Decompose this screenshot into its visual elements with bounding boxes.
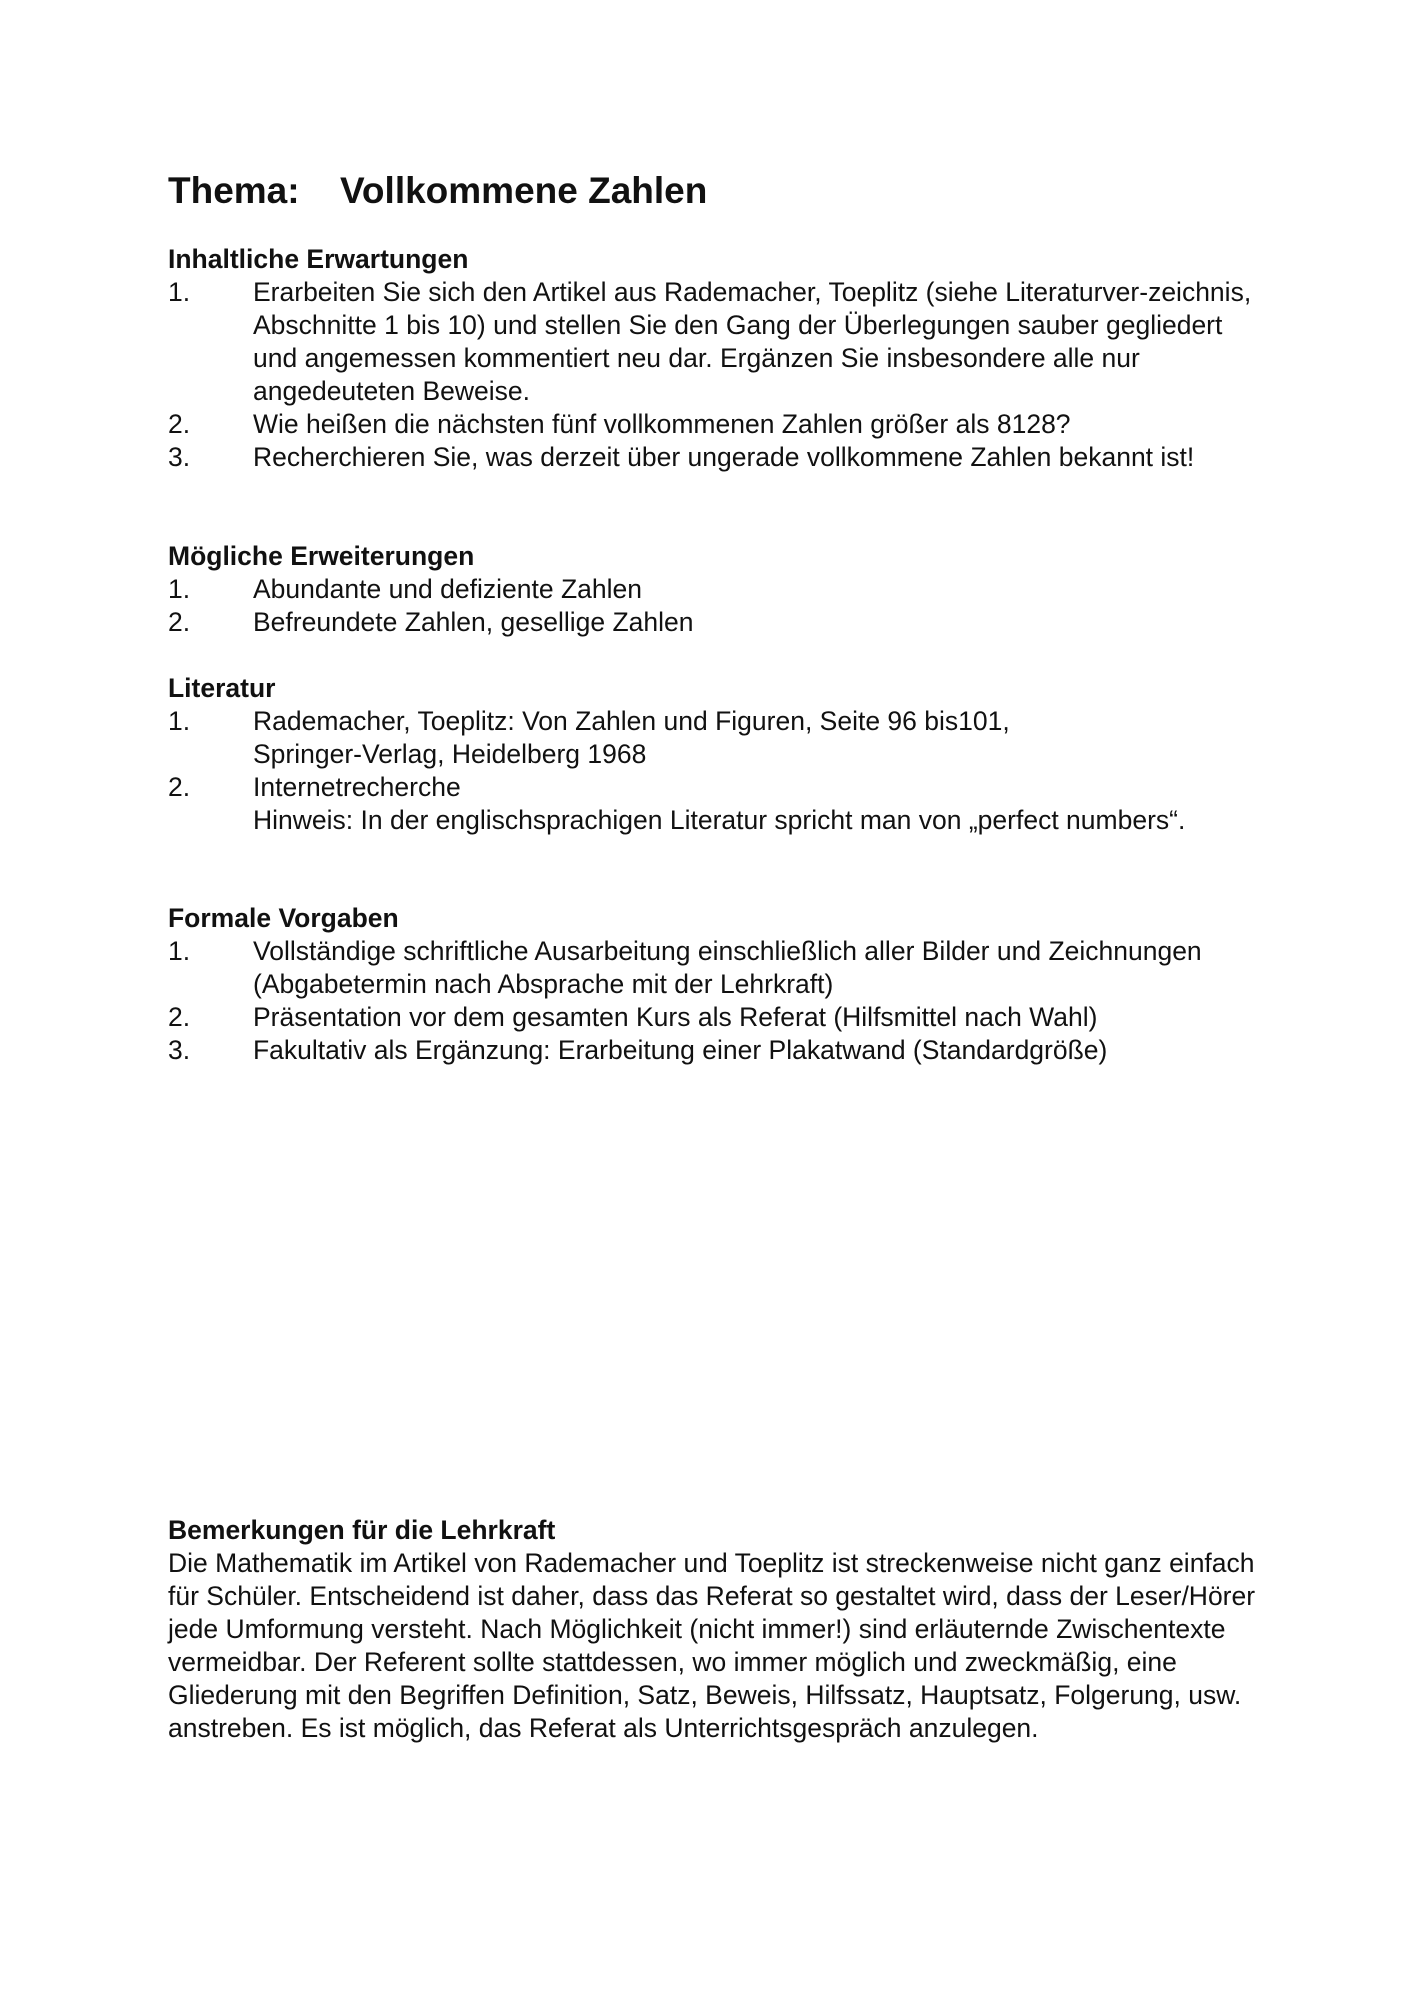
item-number: 1. <box>168 574 191 604</box>
list-item <box>168 1034 1258 1067</box>
section-vorgaben <box>168 902 1258 1067</box>
item-text: Recherchieren Sie, was derzeit über ungerade vollkommene Zahlen bekannt ist! <box>253 442 1195 472</box>
list-item <box>168 573 1258 606</box>
vorgaben-list <box>168 935 1258 1067</box>
title-text: Vollkommene Zahlen <box>340 170 708 211</box>
list-item <box>168 1001 1258 1034</box>
list-item <box>168 441 1258 474</box>
item-text: Abundante und defiziente Zahlen <box>253 574 642 604</box>
item-line: Rademacher, Toeplitz: Von Zahlen und Figuren, Seite 96 bis101, <box>253 706 1010 736</box>
erweiterungen-list <box>168 573 1258 639</box>
item-line: Internetrecherche <box>253 772 461 802</box>
item-text: Präsentation vor dem gesamten Kurs als Referat (Hilfsmittel nach Wahl) <box>253 1002 1098 1032</box>
erwartungen-list <box>168 276 1258 474</box>
literatur-list <box>168 705 1258 837</box>
item-number: 2. <box>168 409 191 439</box>
item-number: 3. <box>168 442 191 472</box>
remarks-paragraph: Die Mathematik im Artikel von Rademacher und Toeplitz ist streckenweise nicht ganz einfach für Schüler. Entscheidend ist daher, dass das Referat so gestaltet wird, dass der Leser/Hörer jede Umformung versteht. Nach Möglichkeit (nicht immer!) sind erläuternde Zwischentexte vermeidbar. Der Referent sollte stattdessen, wo immer möglich und zweckmäßig, eine Gliederung mit den Begriffen Definition, Satz, Beweis, Hilfssatz, Hauptsatz, Folgerung, usw. anstreben. Es ist möglich, das Referat als Unterrichtsgespräch anzulegen. <box>168 1548 1256 1743</box>
item-text: Wie heißen die nächsten fünf vollkommenen Zahlen größer als 8128? <box>253 409 1071 439</box>
item-line: Hinweis: In der englischsprachigen Literatur spricht man von „perfect numbers“. <box>253 805 1186 835</box>
section-heading: Literatur <box>168 673 276 703</box>
title-label: Thema: <box>168 170 300 211</box>
item-text: Befreundete Zahlen, gesellige Zahlen <box>253 607 694 637</box>
section-heading: Bemerkungen für die Lehrkraft <box>168 1515 556 1545</box>
item-number: 2. <box>168 607 191 637</box>
section-bemerkungen <box>168 1514 1258 1745</box>
item-line: Springer-Verlag, Heidelberg 1968 <box>253 739 647 769</box>
section-heading: Mögliche Erweiterungen <box>168 541 475 571</box>
item-number: 1. <box>168 706 191 736</box>
section-literatur <box>168 672 1258 837</box>
item-number: 2. <box>168 1002 191 1032</box>
item-number: 1. <box>168 936 191 966</box>
item-text: Vollständige schriftliche Ausarbeitung einschließlich aller Bilder und Zeichnungen (Abgabetermin nach Absprache mit der Lehrkraft) <box>253 936 1202 999</box>
section-erwartungen <box>168 243 1258 474</box>
page-title <box>168 168 707 214</box>
section-heading: Formale Vorgaben <box>168 903 399 933</box>
list-item <box>168 935 1258 1001</box>
list-item <box>168 408 1258 441</box>
item-number: 1. <box>168 277 191 307</box>
list-item <box>168 606 1258 639</box>
section-erweiterungen <box>168 540 1258 639</box>
item-text: Fakultativ als Ergänzung: Erarbeitung einer Plakatwand (Standardgröße) <box>253 1035 1108 1065</box>
section-heading: Inhaltliche Erwartungen <box>168 244 469 274</box>
item-number: 2. <box>168 772 191 802</box>
list-item <box>168 705 1258 771</box>
list-item <box>168 771 1258 837</box>
item-number: 3. <box>168 1035 191 1065</box>
list-item <box>168 276 1258 408</box>
item-text: Erarbeiten Sie sich den Artikel aus Rademacher, Toeplitz (siehe Literaturver-zeichnis, Abschnitte 1 bis 10) und stellen Sie den Gang der Überlegungen sauber gegliedert und angemessen kommentiert neu dar. Ergänzen Sie insbesondere alle nur angedeuteten Beweise. <box>253 277 1252 406</box>
